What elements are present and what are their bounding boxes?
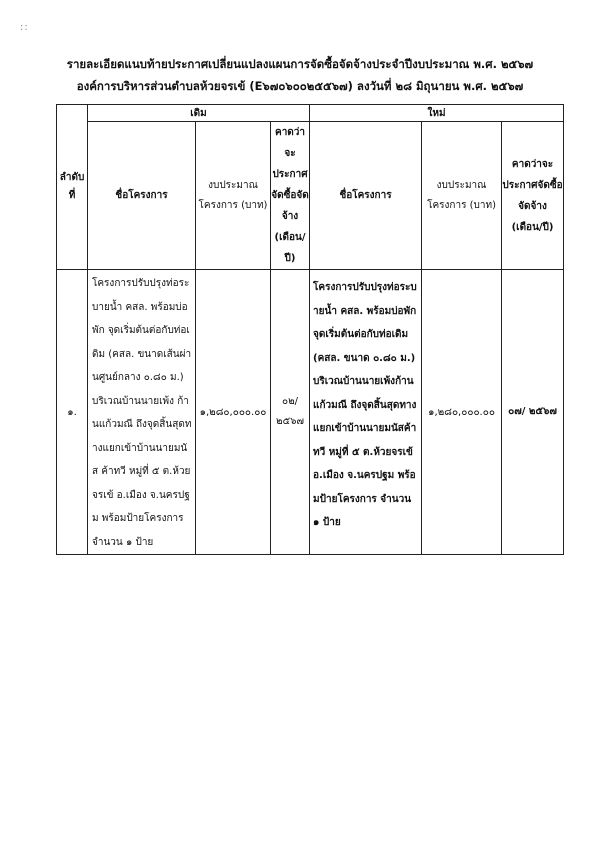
table-row xyxy=(57,270,564,555)
document-title: รายละเอียดแนบท้ายประกาศเปลี่ยนแปลงแผนการจัดซื้อจัดจ้างประจำปีงบประมาณ พ.ศ. ๒๕๖๗ xyxy=(66,57,534,71)
old-budget: ๑,๒๘๐,๐๐๐.๐๐ xyxy=(196,270,271,555)
new-announce-date: ๐๗/ ๒๕๖๗ xyxy=(502,270,564,555)
new-budget: ๑,๒๘๐,๐๐๐.๐๐ xyxy=(422,270,502,555)
header-old-project-name: ชื่อโครงการ xyxy=(88,122,196,270)
header-new-project-name: ชื่อโครงการ xyxy=(310,122,422,270)
header-old-announce-date: คาดว่าจะประกาศจัดซื้อจัดจ้าง (เดือน/ปี) xyxy=(271,122,310,270)
header-group-new: ใหม่ xyxy=(310,105,564,122)
document-subtitle: องค์การบริหารส่วนตำบลห้วยจรเข้ (E๖๗๐๖๐๐๒๕๕๖๗) ลงวันที่ ๒๘ มิถุนายน พ.ศ. ๒๕๖๗ xyxy=(76,79,524,93)
row-sequence: ๑. xyxy=(57,270,88,555)
header-old-budget: งบประมาณโครงการ (บาท) xyxy=(196,122,271,270)
header-sequence: ลำดับที่ xyxy=(57,105,88,270)
old-project-name: โครงการปรับปรุงท่อระบายน้ำ คสล. พร้อมบ่อพัก จุดเริ่มต้นต่อกับท่อเดิม (คสล. ขนาดเส้นผ่านศูนย์กลาง ๐.๘๐ ม.) บริเวณบ้านนายเพ้ง ก้านแก้วมณี ถึงจุดสิ้นสุดทางแยกเข้าบ้านนายมนัส ค้าทวี หมู่ที่ ๕ ต.ห้วยจรเข้ อ.เมือง จ.นครปฐม พร้อมป้ายโครงการ จำนวน ๑ ป้าย xyxy=(88,270,196,555)
old-announce-date: ๐๒/ ๒๕๖๗ xyxy=(271,270,310,555)
header-new-announce-date: คาดว่าจะประกาศจัดซื้อจัดจ้าง (เดือน/ปี) xyxy=(502,122,564,270)
scan-artifact: :: xyxy=(20,22,29,33)
header-group-old: เดิม xyxy=(88,105,310,122)
procurement-table xyxy=(56,104,564,555)
header-new-budget: งบประมาณโครงการ (บาท) xyxy=(422,122,502,270)
new-project-name: โครงการปรับปรุงท่อระบายน้ำ คสล. พร้อมบ่อพัก จุดเริ่มต้นต่อกับท่อเดิม(คสล. ขนาด ๐.๘๐ ม.) บริเวณบ้านนายเพ้งก้านแก้วมณี ถึงจุดสิ้นสุดทางแยกเข้าบ้านนายมนัสค้าทวี หมู่ที่ ๕ ต.ห้วยจรเข้ อ.เมือง จ.นครปฐม พร้อมป้ายโครงการ จำนวน ๑ ป้าย xyxy=(310,270,422,555)
